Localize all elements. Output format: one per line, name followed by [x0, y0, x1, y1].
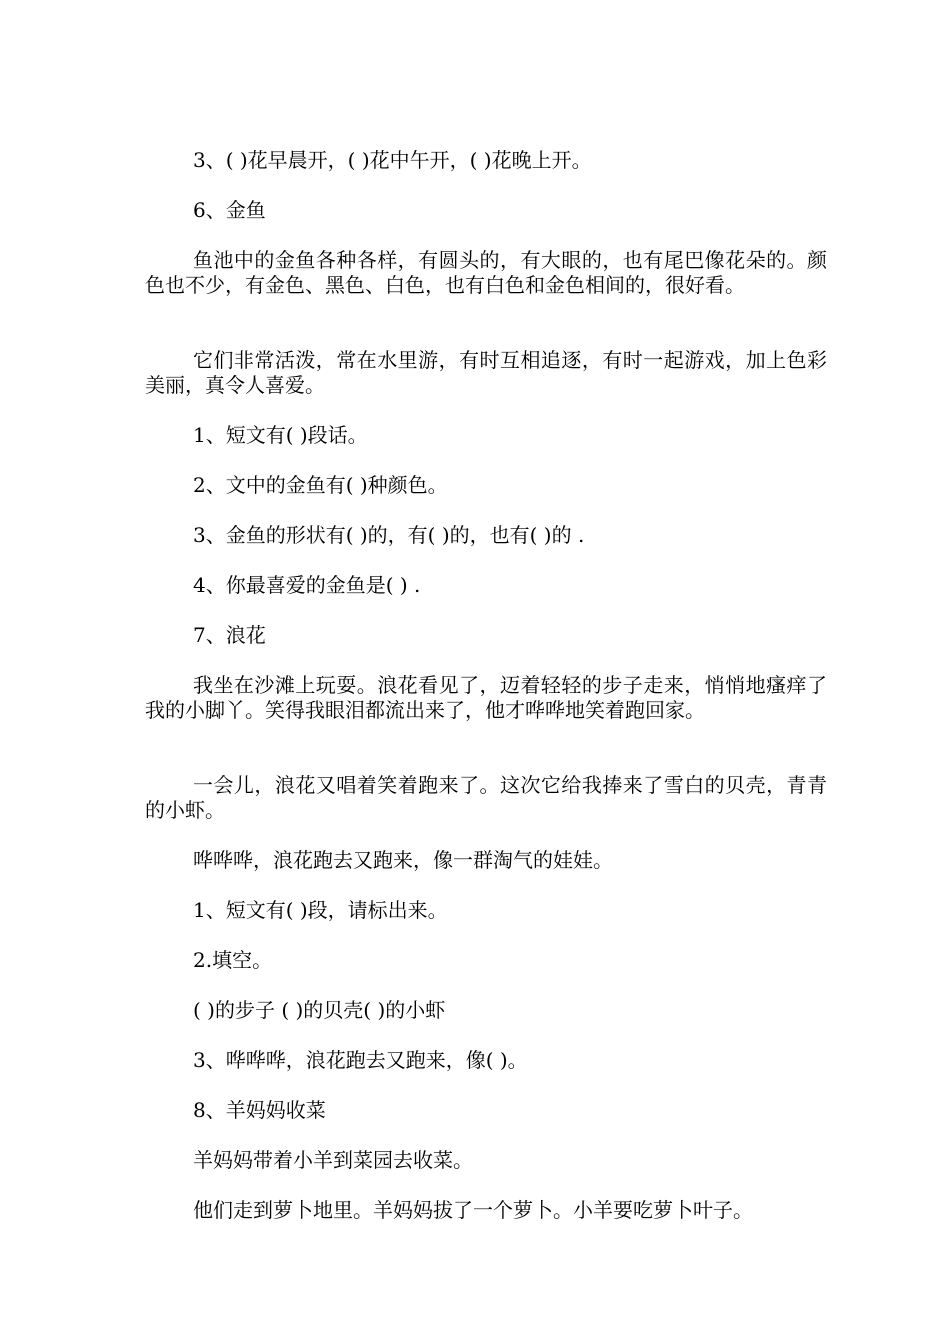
goldfish-paragraph-2: 它们非常活泼，常在水里游，有时互相追逐，有时一起游戏，加上色彩美丽，真令人喜爱。 — [145, 348, 827, 397]
sheep-paragraph-2: 他们走到萝卜地里。羊妈妈拔了一个萝卜。小羊要吃萝卜叶子。 — [193, 1198, 753, 1222]
goldfish-question-1: 1、短文有( )段话。 — [193, 423, 368, 447]
sheep-paragraph-1: 羊妈妈带着小羊到菜园去收菜。 — [193, 1148, 473, 1172]
goldfish-question-2: 2、文中的金鱼有( )种颜色。 — [193, 473, 448, 497]
waves-paragraph-2: 一会儿，浪花又唱着笑着跑来了。这次它给我捧来了雪白的贝壳，青青的小虾。 — [145, 773, 827, 822]
waves-question-3: 3、哗哗哗，浪花跑去又跑来，像( )。 — [193, 1048, 528, 1072]
waves-question-1: 1、短文有( )段，请标出来。 — [193, 898, 448, 922]
section-heading-waves: 7、浪花 — [193, 623, 266, 647]
question-flowers-time: 3、( )花早晨开，( )花中午开，( )花晚上开。 — [193, 148, 592, 172]
waves-fill-blanks: ( )的步子 ( )的贝壳( )的小虾 — [193, 998, 446, 1022]
waves-question-2: 2.填空。 — [193, 948, 273, 972]
waves-paragraph-1: 我坐在沙滩上玩耍。浪花看见了，迈着轻轻的步子走来，悄悄地瘙痒了我的小脚丫。笑得我眼泪都流出来了，他才哗哗地笑着跑回家。 — [145, 673, 827, 722]
goldfish-question-4: 4、你最喜爱的金鱼是( ) . — [193, 573, 421, 597]
section-heading-goldfish: 6、金鱼 — [193, 198, 266, 222]
goldfish-question-3: 3、金鱼的形状有( )的，有( )的，也有( )的 . — [193, 523, 585, 547]
waves-paragraph-3: 哗哗哗，浪花跑去又跑来，像一群淘气的娃娃。 — [193, 848, 613, 872]
section-heading-sheep: 8、羊妈妈收菜 — [193, 1098, 326, 1122]
goldfish-paragraph-1: 鱼池中的金鱼各种各样，有圆头的，有大眼的，也有尾巴像花朵的。颜色也不少，有金色、黑色、白色，也有白色和金色相间的，很好看。 — [145, 248, 827, 297]
